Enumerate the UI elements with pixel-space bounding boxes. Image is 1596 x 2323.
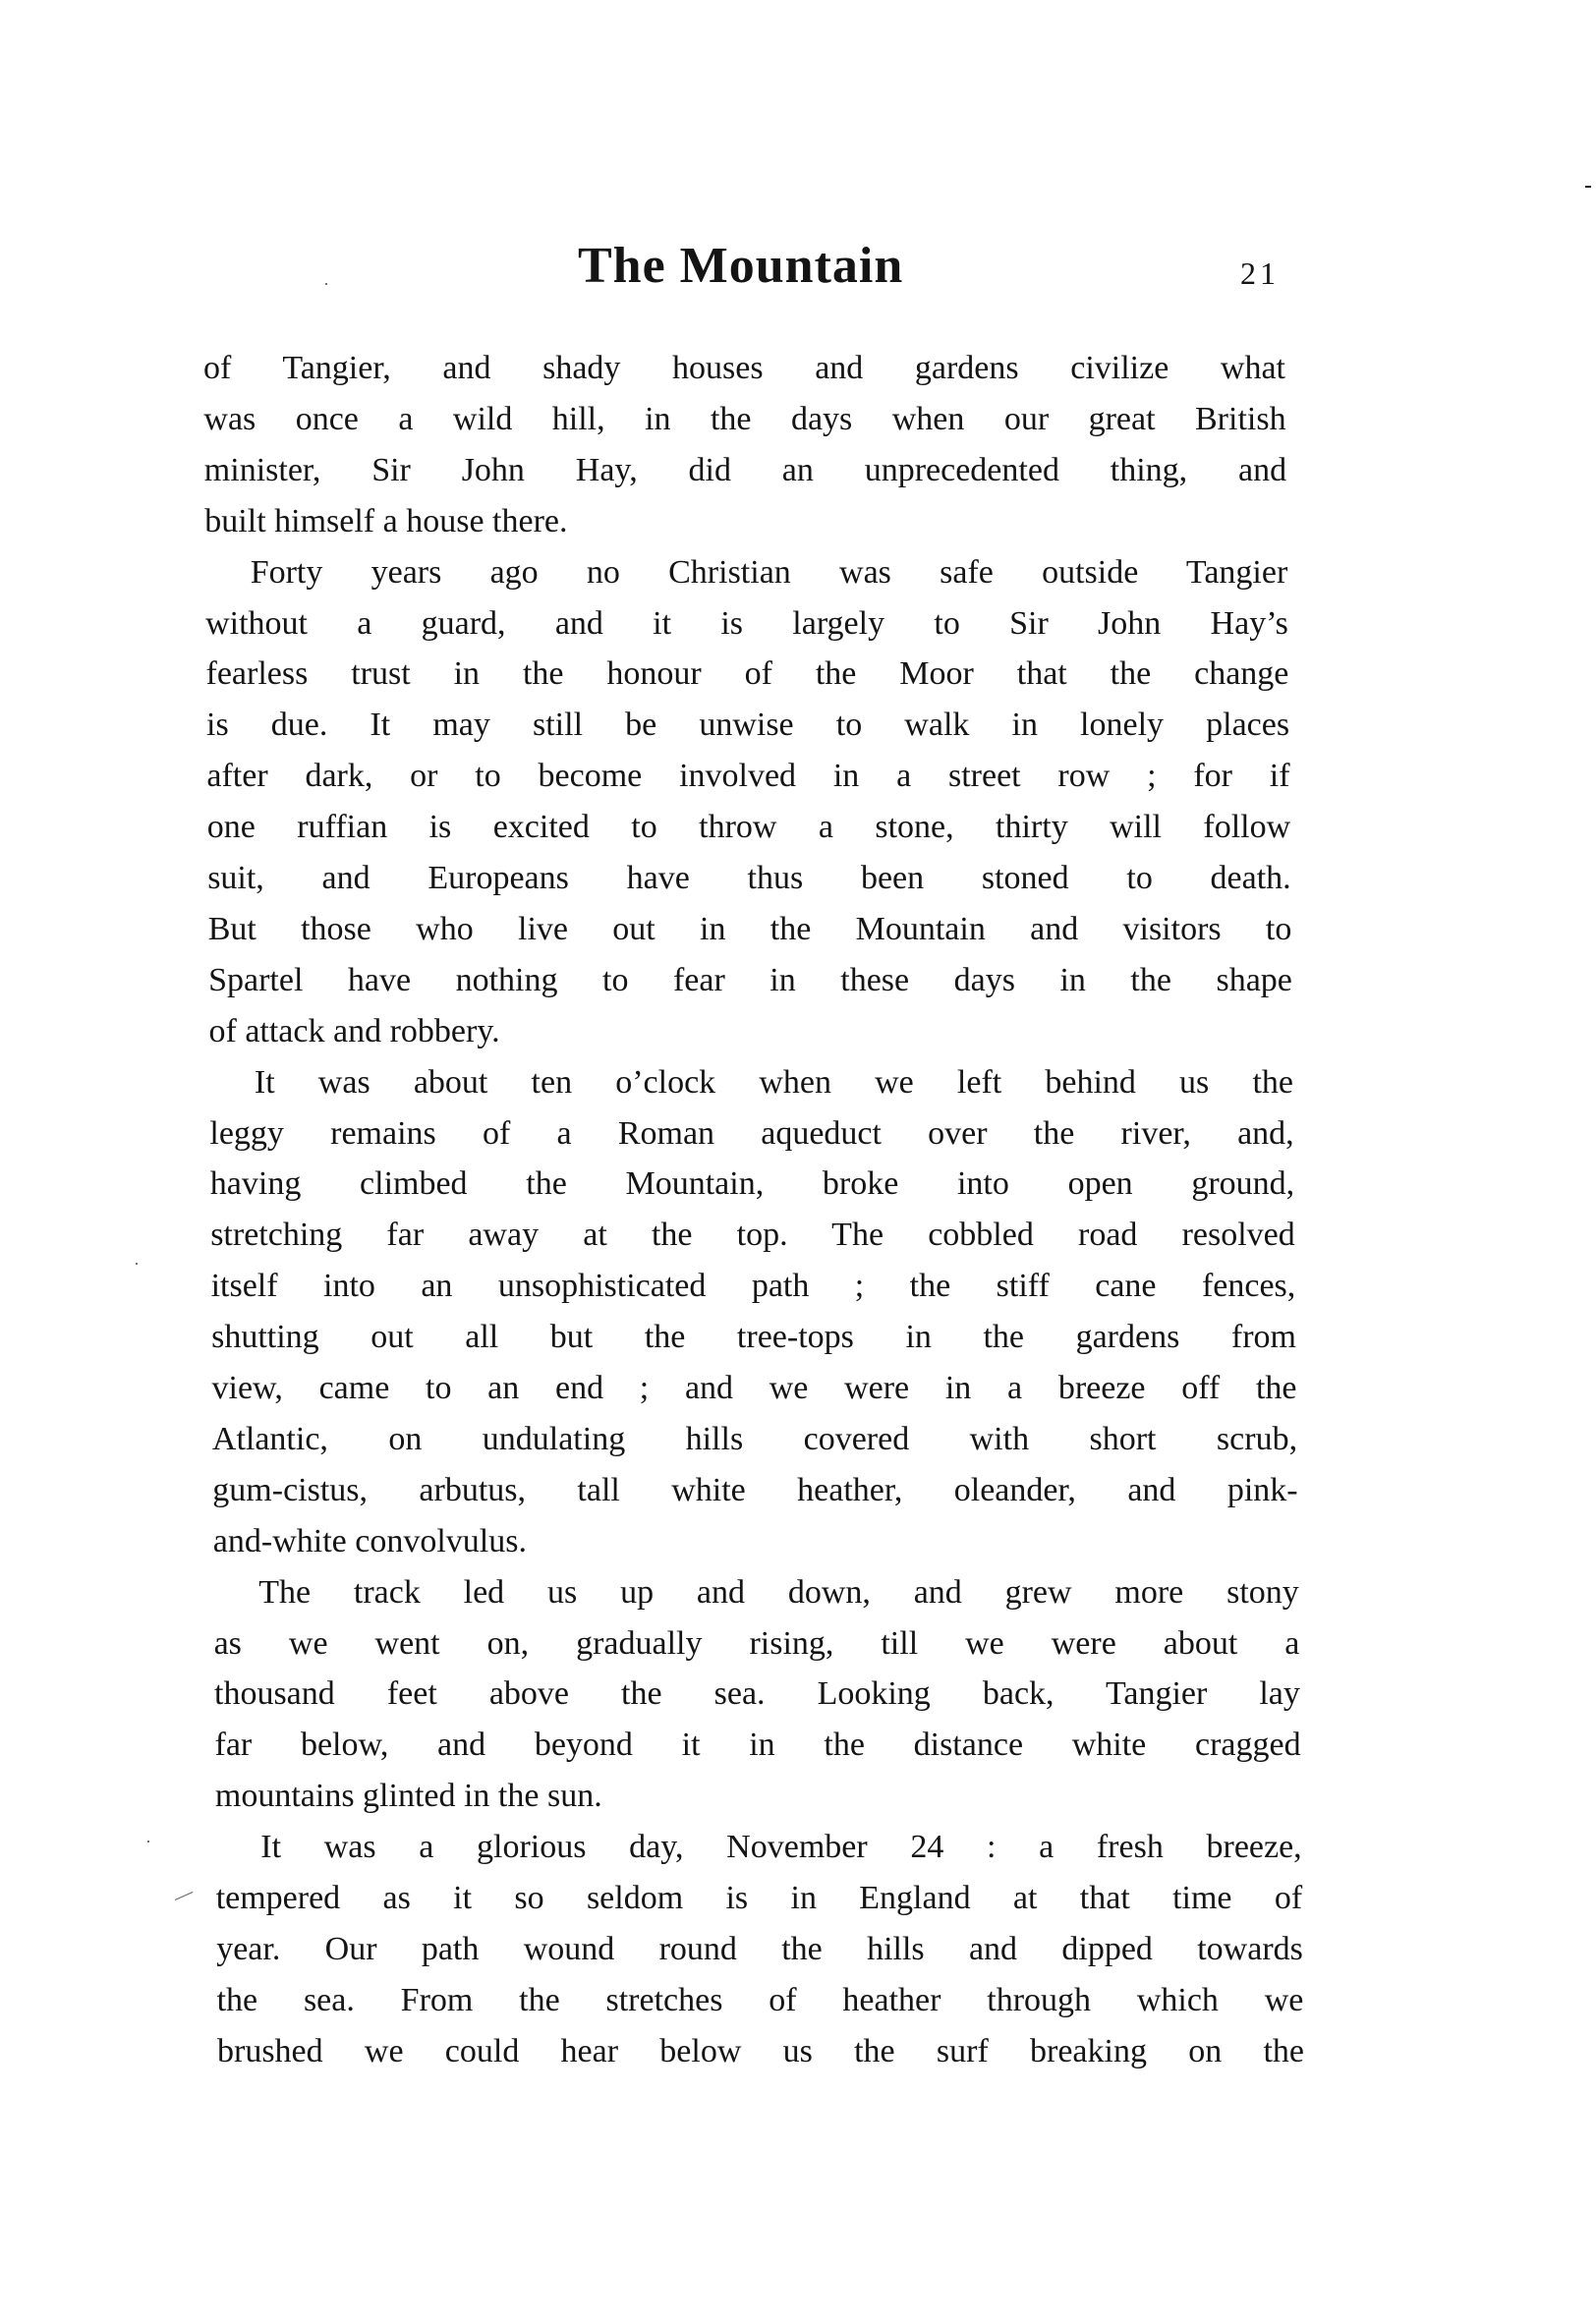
text-line: It was a glorious day, November 24 : a fresh breeze,: [260, 1829, 1302, 1866]
text-line: gum-cistus, arbutus, tall white heather, oleander, and pink-: [212, 1471, 1298, 1508]
text-line: leggy remains of a Roman aqueduct over the river, and,: [209, 1114, 1294, 1152]
text-line: built himself a house there.: [204, 502, 568, 539]
text-line: Forty years ago no Christian was safe outside Tangier: [250, 553, 1288, 591]
scan-scratch: [175, 1892, 194, 1900]
text-line: far below, and beyond it in the distance white cragged: [214, 1727, 1301, 1764]
text-line: tempered as it so seldom is in England at that time of: [215, 1880, 1303, 1916]
text-line: without a guard, and it is largely to Sir John Hay’s: [205, 604, 1288, 642]
text-line: thousand feet above the sea. Looking back, Tangier lay: [214, 1675, 1300, 1713]
text-line: was once a wild hill, in the days when our great British: [203, 400, 1286, 437]
text-line: the sea. From the stretches of heather through which we: [216, 1981, 1304, 2018]
text-line: having climbed the Mountain, broke into open ground,: [209, 1165, 1295, 1203]
text-line: itself into an unsophisticated path ; the stiff cane fences,: [210, 1268, 1296, 1305]
text-line: after dark, or to become involved in a street row ; for if: [206, 758, 1290, 795]
scan-speck: [136, 1263, 138, 1265]
text-line: year. Our path wound round the hills and dipped towards: [216, 1930, 1303, 1967]
text-line: view, came to an end ; and we were in a breeze off the: [211, 1370, 1297, 1406]
text-line: and-white convolvulus.: [212, 1522, 527, 1559]
text-line: fearless trust in the honour of the Moor that the change: [205, 655, 1289, 693]
text-line: Atlantic, on undulating hills covered with short scrub,: [211, 1420, 1298, 1457]
text-line: is due. It may still be unwise to walk in lonely places: [206, 707, 1290, 744]
text-line: mountains glinted in the sun.: [214, 1778, 602, 1815]
text-line: of Tangier, and shady houses and gardens civilize what: [203, 350, 1285, 386]
text-line: of attack and robbery.: [208, 1012, 500, 1049]
text-line: brushed we could hear below us the surf breaking on the: [217, 2032, 1304, 2069]
text-line: Spartel have nothing to fear in these days in the shape: [208, 961, 1292, 998]
text-line: minister, Sir John Hay, did an unprecedented thing, and: [203, 451, 1287, 488]
text-line: It was about ten o’clock when we left behind us the: [254, 1063, 1293, 1101]
text-line: suit, and Europeans have thus been stoned to death.: [207, 860, 1291, 896]
scan-speck: [147, 1841, 149, 1842]
text-line: shutting out all but the tree-tops in the gardens from: [211, 1319, 1296, 1356]
text-line: But those who live out in the Mountain and visitors to: [207, 910, 1292, 947]
text-line: The track led us up and down, and grew more stony: [258, 1573, 1299, 1611]
text-line: stretching far away at the top. The cobbled road resolved: [210, 1217, 1295, 1254]
scan-speck: [325, 283, 327, 285]
text-line: as we went on, gradually rising, till we were about a: [213, 1624, 1300, 1662]
text-line: one ruffian is excited to throw a stone, thirty will follow: [206, 809, 1291, 846]
running-head-title: The Mountain: [578, 238, 904, 294]
page-number: 21: [1240, 255, 1280, 291]
scan-speck: [1585, 186, 1591, 188]
